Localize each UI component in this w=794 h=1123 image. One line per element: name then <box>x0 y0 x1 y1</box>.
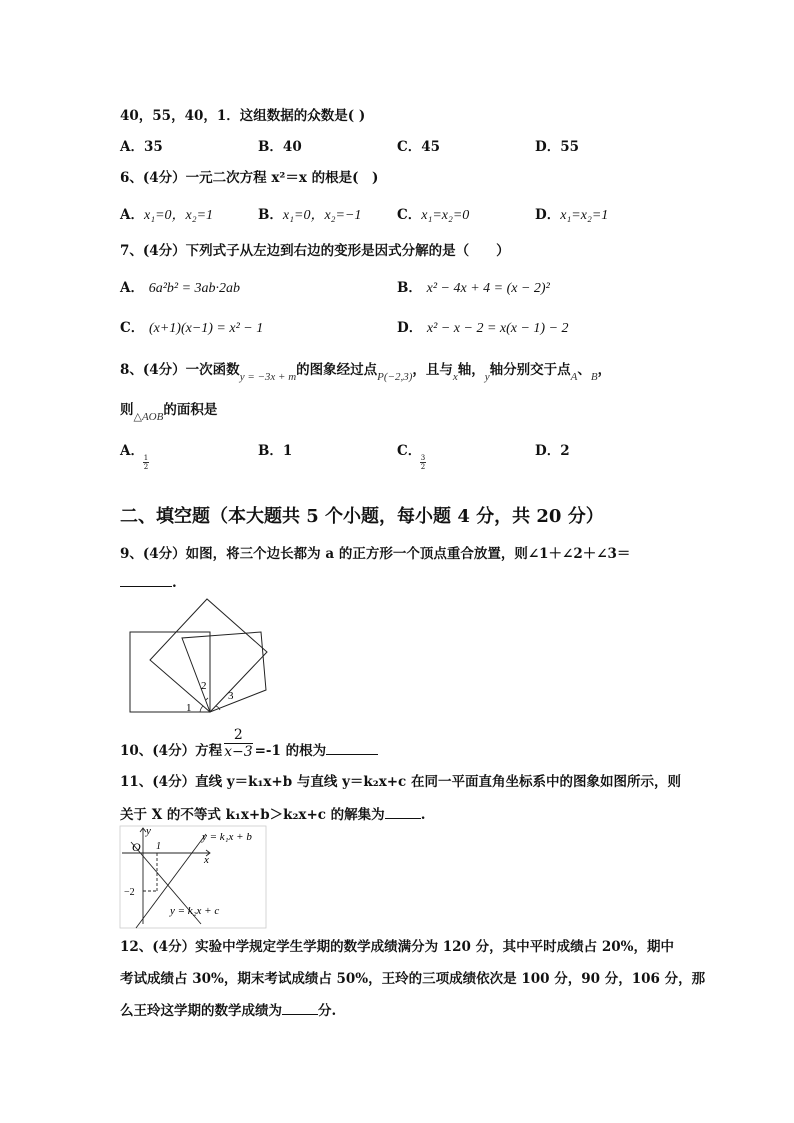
q9-square-1 <box>130 632 210 712</box>
q12-stem-line1: 12、(4分）实验中学规定学生学期的数学成绩满分为 120 分，其中平时成绩占 20%，期中 <box>120 939 674 955</box>
q6-option-a: A．x₁=0，x₂=1 <box>120 207 214 223</box>
q11-graph <box>118 824 268 930</box>
q7-option-b: B． x² − 4x + 4 = (x − 2)² <box>397 280 550 296</box>
q11-y-label: y <box>146 825 151 837</box>
q6-stem: 6、(4分）一元二次方程 x²＝x 的根是( ) <box>120 170 379 186</box>
q11-stem-line2: 关于 X 的不等式 k₁x+b＞k₂x+c 的解集为 . <box>120 807 426 823</box>
q11-tick-neg2: −2 <box>124 887 135 898</box>
q5-option-c: C．45 <box>397 139 441 155</box>
q8-option-c: C． <box>397 443 422 459</box>
q7-option-c: C． (x+1)(x−1) = x² − 1 <box>120 320 264 336</box>
q11-stem-line1: 11、(4分）直线 y＝k₁x+b 与直线 y＝k₂x+c 在同一平面直角坐标系中的图象如图所示，则 <box>120 774 681 790</box>
q8-option-a: A． <box>120 443 144 459</box>
q10-answer-blank[interactable] <box>326 742 378 755</box>
q8-option-a-fraction: 1 2 <box>143 454 149 471</box>
q7-option-d: D． x² − x − 2 = x(x − 1) − 2 <box>397 320 569 336</box>
q8-option-d: D．2 <box>535 443 570 459</box>
q9-answer-blank[interactable] <box>120 574 172 587</box>
q5-option-b: B．40 <box>258 139 302 155</box>
q11-answer-blank[interactable] <box>385 806 421 819</box>
q11-line-k1-label: y = k₁x + b <box>202 831 252 843</box>
q12-answer-blank[interactable] <box>282 1002 318 1015</box>
q8-option-c-fraction: 3 2 <box>420 454 426 471</box>
q9-angle-1-label: 1 <box>186 702 192 714</box>
q11-tick-1: 1 <box>156 841 161 852</box>
q9-square-3 <box>182 632 266 712</box>
q7-option-a: A． 6a²b² = 3ab·2ab <box>120 280 241 296</box>
q10-stem: 10、(4分）方程 $\frac{2}{x-3}$ =-1 的根为 <box>120 727 378 760</box>
q9-square-2 <box>150 599 267 712</box>
q5-option-a: A．35 <box>120 139 163 155</box>
q9-answer-line: . <box>120 574 177 591</box>
q8-stem-line1: 8、(4分）一次函数$_{y = -3x + m}$的图象经过点$_{P(-2,3)}$，且与$_x$轴，$_y$轴分别交于点$_A$、$_B$， <box>120 362 612 383</box>
q11-line-k2-label: y = k₂x + c <box>170 905 220 917</box>
q6-option-c: C．x₁=x₂=0 <box>397 207 470 223</box>
q7-stem: 7、(4分）下列式子从左边到右边的变形是因式分解的是（ ） <box>120 243 510 259</box>
q9-angle-3-label: 3 <box>228 690 234 702</box>
q12-stem-line3: 么王玲这学期的数学成绩为 分. <box>120 1003 337 1019</box>
q6-option-b: B．x₁=0，x₂=−1 <box>258 207 362 223</box>
q9-stem: 9、(4分）如图，将三个边长都为 a 的正方形一个顶点重合放置，则∠1＋∠2＋∠3＝ <box>120 546 631 562</box>
q8-stem-line2: 则$_{\triangle AOB}$的面积是 <box>120 402 218 423</box>
q10-fraction: $\frac{2}{x-3}$ <box>224 727 253 760</box>
q11-origin-label: O <box>132 840 141 854</box>
q8-option-b: B．1 <box>258 443 293 459</box>
q9-angle-2-label: 2 <box>201 680 207 692</box>
q9-squares-figure <box>120 592 280 722</box>
q12-stem-line2: 考试成绩占 30%，期末考试成绩占 50%，王玲的三项成绩依次是 100 分，90 分，106 分，那 <box>120 971 706 987</box>
q5-stem-tail: 40，55，40，1．这组数据的众数是( ) <box>120 108 366 124</box>
q11-x-label: x <box>204 854 209 866</box>
q6-option-d: D．x₁=x₂=1 <box>535 207 609 223</box>
q5-option-d: D．55 <box>535 139 580 155</box>
section-2-heading: 二、填空题（本大题共 5 个小题，每小题 4 分，共 20 分） <box>120 506 604 527</box>
